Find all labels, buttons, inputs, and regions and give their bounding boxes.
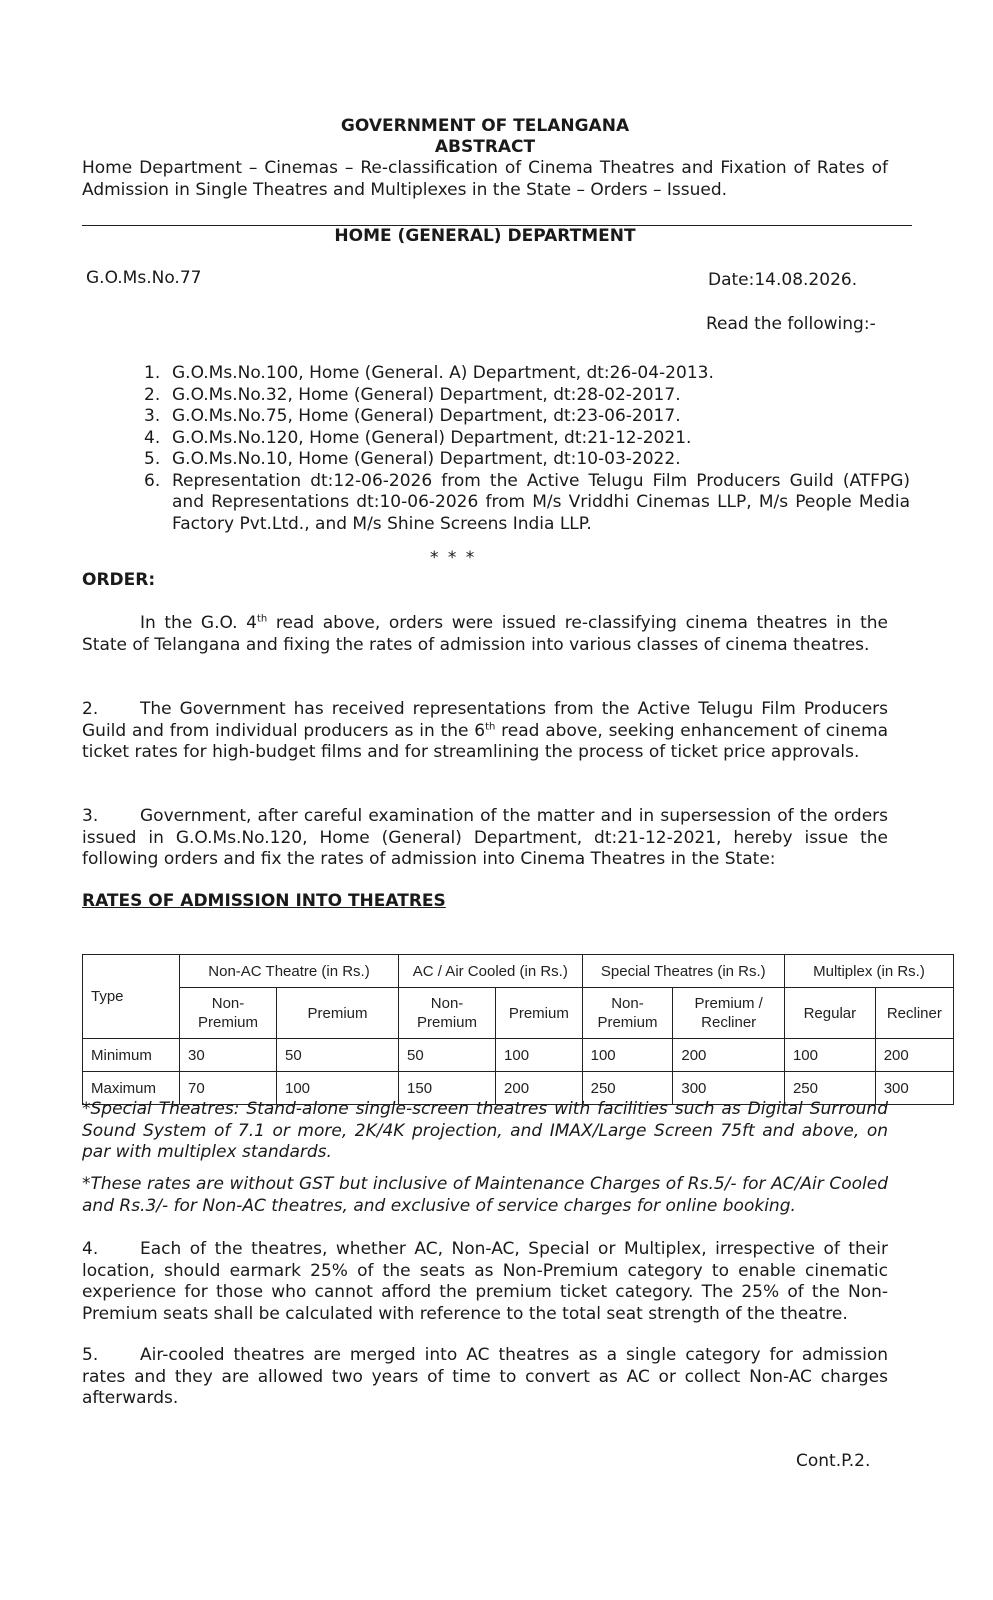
note-special-theatres: *Special Theatres: Stand-alone single-screen theatres with facilities such as Digital Surround Sound System of 7.1 or more, 2K/4K projection, and IMAX/Large Screen 75ft and above, on par with multiplex standards. bbox=[82, 1099, 888, 1162]
table-cell: 300 bbox=[673, 1072, 785, 1105]
list-item: 5. G.O.Ms.No.10, Home (General) Department, dt:10-03-2022. bbox=[144, 449, 681, 469]
sub-header: Non- Premium bbox=[399, 988, 496, 1039]
references-list bbox=[144, 363, 910, 535]
subject-text: Home Department – Cinemas – Re-classification of Cinema Theatres and Fixation of Rates of Admission in Single Theatres and Multiplexes in the State – Orders – Issued. bbox=[82, 158, 888, 200]
table-cell: 200 bbox=[875, 1039, 953, 1072]
rates-heading: RATES OF ADMISSION INTO THEATRES bbox=[82, 891, 446, 911]
paragraph-5: 5. Air-cooled theatres are merged into AC theatres as a single category for admission rates and they are allowed two years of time to convert as AC or collect Non-AC charges afterwards. bbox=[82, 1345, 888, 1408]
table-cell: 250 bbox=[784, 1072, 875, 1105]
list-item: 3. G.O.Ms.No.75, Home (General) Department, dt:23-06-2017. bbox=[144, 406, 681, 426]
table-cell: 100 bbox=[277, 1072, 399, 1105]
paragraph-4: 4. Each of the theatres, whether AC, Non-AC, Special or Multiplex, irrespective of their location, should earmark 25% of the seats as Non-Premium category to enable cinematic experience for those who cannot afford the premium ticket category. The 25% of the Non-Premium seats shall be calculated with reference to the total seat strength of the theatre. bbox=[82, 1239, 888, 1324]
separator-stars: * * * bbox=[430, 548, 477, 568]
read-following: Read the following:- bbox=[706, 314, 876, 334]
table-cell: 50 bbox=[399, 1039, 496, 1072]
paragraph-1: In the G.O. 4th read above, orders were issued re-classifying cinema theatres in the State of Telangana and fixing the rates of admission into various classes of cinema theatres. bbox=[82, 613, 888, 655]
table-cell: 30 bbox=[180, 1039, 277, 1072]
table-row bbox=[83, 1039, 954, 1072]
list-item: 4. G.O.Ms.No.120, Home (General) Department, dt:21-12-2021. bbox=[144, 427, 692, 448]
note-gst: *These rates are without GST but inclusive of Maintenance Charges of Rs.5/- for AC/Air Cooled and Rs.3/- for Non-AC theatres, and exclusive of service charges for online booking. bbox=[82, 1174, 888, 1216]
table-cell: 100 bbox=[582, 1039, 673, 1072]
group-header: Multiplex (in Rs.) bbox=[784, 955, 953, 988]
table-cell: 100 bbox=[784, 1039, 875, 1072]
continued-note: Cont.P.2. bbox=[796, 1451, 871, 1471]
paragraph-2: 2. The Government has received representations from the Active Telugu Film Producers Guild and from individual producers as in the 6th read above, seeking enhancement of cinema ticket rates for high-budget films and for streamlining the process of ticket price approvals. bbox=[82, 699, 888, 762]
table-cell: 150 bbox=[399, 1072, 496, 1105]
department-title: HOME (GENERAL) DEPARTMENT bbox=[334, 226, 636, 246]
sub-header: Premium / Recliner bbox=[673, 988, 785, 1039]
abstract-title: ABSTRACT bbox=[434, 137, 536, 157]
group-header: Special Theatres (in Rs.) bbox=[582, 955, 784, 988]
row-label: Maximum bbox=[83, 1072, 180, 1105]
rates-table bbox=[82, 954, 954, 1105]
sub-header: Recliner bbox=[875, 988, 953, 1039]
sub-header: Regular bbox=[784, 988, 875, 1039]
list-item: 6. Representation dt:12-06-2026 from the Active Telugu Film Producers Guild (ATFPG) and Representations dt:10-06-2026 from M/s Vriddhi Cinemas LLP, M/s People Media Factory Pvt.Ltd., and M/s Shine Screens India LLP. bbox=[144, 470, 910, 534]
list-item: 2. G.O.Ms.No.32, Home (General) Department, dt:28-02-2017. bbox=[144, 384, 681, 405]
paragraph-3: 3. Government, after careful examination of the matter and in supersession of the orders issued in G.O.Ms.No.120, Home (General) Department, dt:21-12-2021, hereby issue the following orders and fix the rates of admission into Cinema Theatres in the State: bbox=[82, 806, 888, 869]
go-number: G.O.Ms.No.77 bbox=[86, 268, 202, 288]
order-label: ORDER: bbox=[82, 570, 156, 590]
table-cell: 200 bbox=[496, 1072, 583, 1105]
row-label: Minimum bbox=[83, 1039, 180, 1072]
group-header: AC / Air Cooled (in Rs.) bbox=[399, 955, 583, 988]
table-cell: 300 bbox=[875, 1072, 953, 1105]
table-cell: 250 bbox=[582, 1072, 673, 1105]
group-header: Non-AC Theatre (in Rs.) bbox=[180, 955, 399, 988]
table-cell: 50 bbox=[277, 1039, 399, 1072]
sub-header: Premium bbox=[496, 988, 583, 1039]
list-item: 1. G.O.Ms.No.100, Home (General. A) Department, dt:26-04-2013. bbox=[144, 363, 714, 383]
type-header: Type bbox=[83, 955, 180, 1039]
government-title: GOVERNMENT OF TELANGANA bbox=[340, 116, 630, 136]
table-cell: 100 bbox=[496, 1039, 583, 1072]
sub-header: Non- Premium bbox=[180, 988, 277, 1039]
order-date: Date:14.08.2026. bbox=[708, 270, 858, 290]
sub-header: Premium bbox=[277, 988, 399, 1039]
table-cell: 200 bbox=[673, 1039, 785, 1072]
sub-header: Non- Premium bbox=[582, 988, 673, 1039]
table-cell: 70 bbox=[180, 1072, 277, 1105]
